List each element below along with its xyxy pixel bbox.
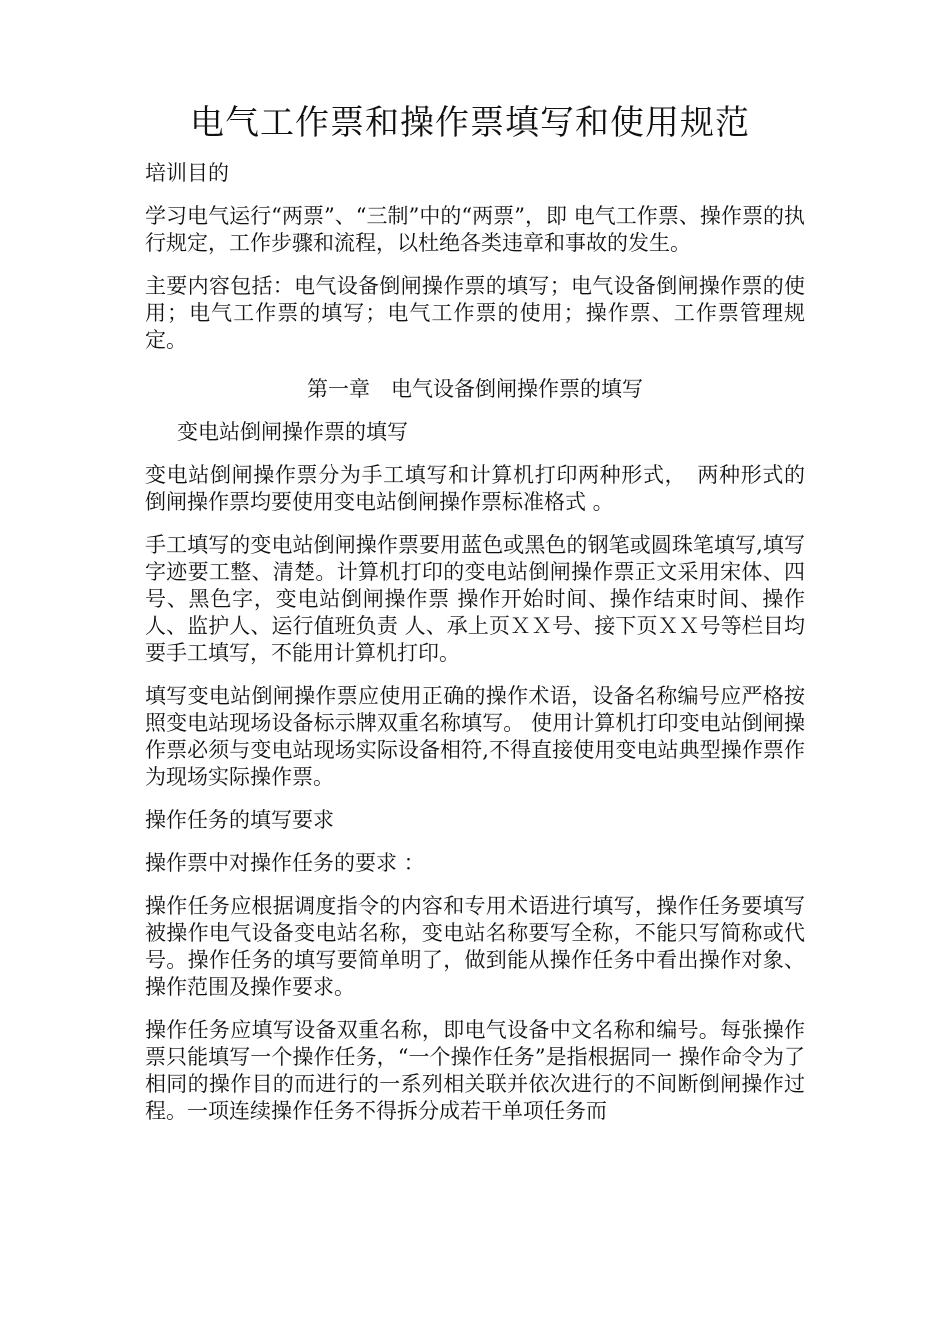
paragraph-terminology-rules: 填写变电站倒闸操作票应使用正确的操作术语，设备名称编号应严格按照变电站现场设备标示牌双重名称填写。 使用计算机打印变电站倒闸操作票必须与变电站现场实际设备相符,不得直接使用变电站典型操作票作为现场实际操作票。 — [145, 684, 805, 789]
document-title: 电气工作票和操作票填写和使用规范 — [190, 103, 750, 143]
paragraph-ticket-forms: 变电站倒闸操作票分为手工填写和计算机打印两种形式， 两种形式的倒闸操作票均要使用变电站倒闸操作票标准格式 。 — [145, 463, 805, 514]
paragraph-task-naming: 操作任务应填写设备双重名称，即电气设备中文名称和编号。每张操作票只能填写一个操作任务，“一个操作任务”是指根据同一 操作命令为了相同的操作目的而进行的一系列相关联并依次进行的不间断倒闸操作过程。一项连续操作任务不得拆分成若干单项任务而 — [145, 1018, 805, 1123]
section-heading-substation-ticket: 变电站倒闸操作票的填写 — [177, 420, 408, 444]
paragraph-main-content: 主要内容包括：电气设备倒闸操作票的填写；电气设备倒闸操作票的使用；电气工作票的填写；电气工作票的使用；操作票、工作票管理规定。 — [145, 274, 805, 352]
section-heading-training-goal: 培训目的 — [145, 161, 229, 185]
subheading-task-requirements: 操作票中对操作任务的要求 ： — [145, 851, 425, 875]
section-heading-task-requirements: 操作任务的填写要求 — [145, 808, 334, 832]
paragraph-training-goal: 学习电气运行“两票”、“三制”中的“两票”，即 电气工作票、操作票的执行规定，工作步骤和流程，以杜绝各类违章和事故的发生。 — [145, 204, 805, 255]
paragraph-handwritten-rules: 手工填写的变电站倒闸操作票要用蓝色或黑色的钢笔或圆珠笔填写,填写字迹要工整、清楚。计算机打印的变电站倒闸操作票正文采用宋体、四号、黑色字，变电站倒闸操作票 操作开始时间、操作结束时间、操作人、监护人、运行值班负责 人、承上页ＸＸ号、接下页ＸＸ号等栏目均要手工填写，不能用计算机打印。 — [145, 533, 805, 665]
paragraph-task-content: 操作任务应根据调度指令的内容和专用术语进行填写，操作任务要填写被操作电气设备变电站名称，变电站名称要写全称，不能只写简称或代号。操作任务的填写要简单明了，做到能从操作任务中看出操作对象、操作范围及操作要求。 — [145, 894, 805, 999]
document-page — [145, 100, 805, 1141]
chapter-heading: 第一章 电气设备倒闸操作票的填写 — [307, 377, 643, 401]
